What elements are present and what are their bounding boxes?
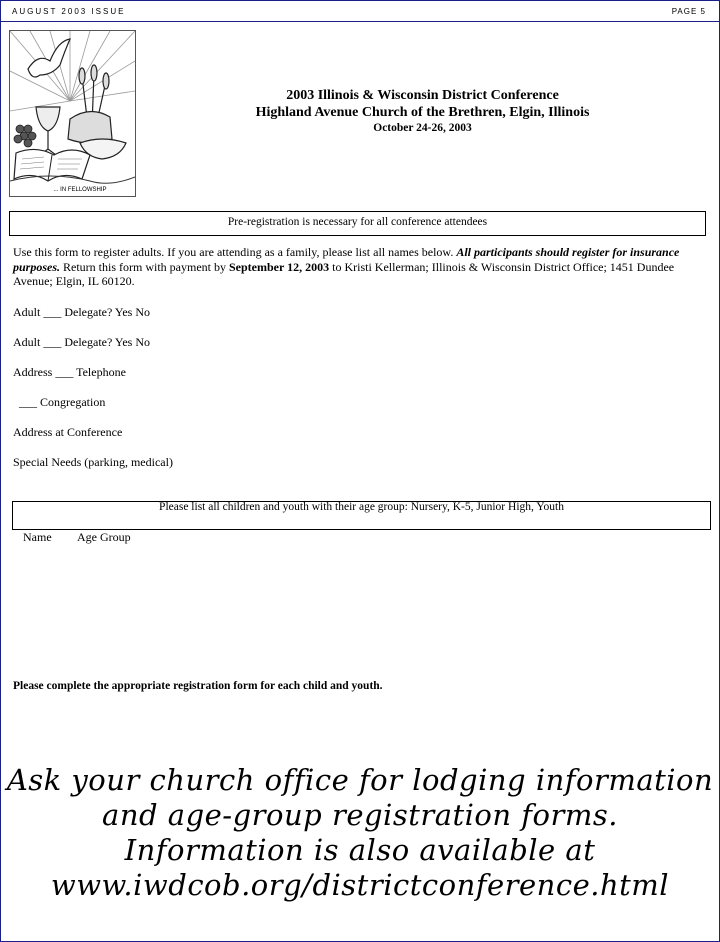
intro-text-1: Use this form to register adults. If you are attending as a family, please list all names below. (13, 245, 457, 259)
conference-address-line[interactable]: Address at Conference (13, 425, 123, 439)
congregation-line[interactable]: ___ Congregation (13, 395, 106, 409)
conference-venue: Highland Avenue Church of the Brethren, Elgin, Illinois (255, 105, 590, 120)
age-group-column-header: Age Group (77, 530, 131, 544)
conference-name: 2003 Illinois & Wisconsin District Conference (286, 88, 559, 103)
insurance-note: All participants should register for insurance purposes. (13, 245, 680, 274)
special-needs-line[interactable]: Special Needs (parking, medical) (13, 455, 173, 469)
newsletter-header (0, 0, 720, 22)
intro-paragraph (13, 245, 708, 289)
illustration-caption: ... IN FELLOWSHIP (53, 187, 107, 193)
adult-delegate-line-1[interactable]: Adult ___ Delegate? Yes No (13, 305, 150, 319)
conference-url[interactable]: www.iwdcob.org/districtconference.html (50, 868, 670, 902)
preregistration-notice: Pre-registration is necessary for all conference attendees (9, 211, 706, 236)
header-divider (0, 21, 720, 22)
intro-text-2: Return this form with payment by (60, 259, 229, 274)
fellowship-illustration (9, 30, 136, 197)
children-youth-box: Please list all children and youth with their age group: Nursery, K-5, Junior High, Youth (12, 501, 711, 530)
deadline-date: September 12, 2003 (229, 259, 330, 274)
conference-title (150, 87, 695, 136)
lodging-info-line-2: and age-group registration forms. (102, 798, 618, 832)
page-number: PAGE 5 (671, 7, 706, 16)
address-telephone-line[interactable]: Address ___ Telephone (13, 365, 126, 379)
issue-label: AUGUST 2003 ISSUE (12, 7, 126, 16)
registration-form-note: Please complete the appropriate registration form for each child and youth. (13, 680, 383, 692)
lodging-info-line-3: Information is also available at (124, 833, 596, 867)
intro-text-3: to Kristi Kellerman; Illinois & Wisconsin District Office; 1451 Dundee Avenue; Elgin, IL 60120. (13, 259, 675, 288)
conference-dates: October 24-26, 2003 (373, 122, 472, 134)
lodging-info-line-1: Ask your church office for lodging information (6, 763, 714, 797)
adult-delegate-line-2[interactable]: Adult ___ Delegate? Yes No (13, 335, 150, 349)
fellowship-artwork (10, 31, 135, 196)
name-column-header: Name (23, 530, 52, 544)
